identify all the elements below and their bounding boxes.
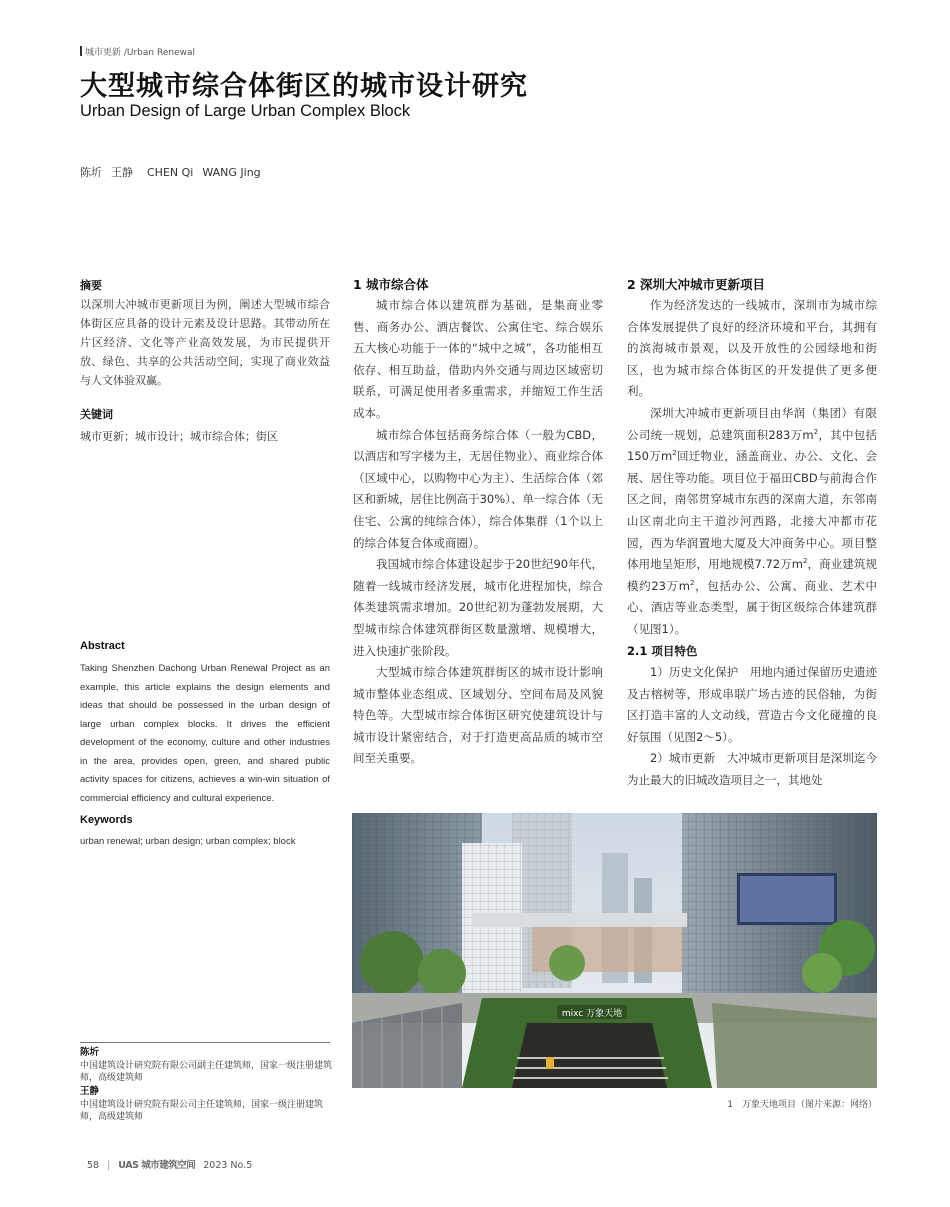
superscript: 2	[690, 578, 695, 587]
keywords-en-text: urban renewal; urban design; urban complex; block	[80, 836, 296, 847]
figure-1-caption: 1 万象天地项目（图片来源：网络）	[727, 1100, 877, 1110]
author-cn-2: 王静	[111, 166, 133, 179]
text-run: 深圳大冲城市更新项目由华润（集团）有限公司统一规划，总建筑面积283万m	[627, 405, 877, 442]
section-1-paragraph: 大型城市综合体建筑群街区的城市设计影响城市整体业态组成、区域划分、空间布局及风貌特色等。大型城市综合体街区研究使建筑设计与城市设计紧密结合，对于打造更高品质的城市空间至关重要。	[353, 665, 603, 766]
section-2-paragraph	[627, 403, 877, 641]
page-footer	[87, 1157, 252, 1171]
superscript: 2	[802, 557, 808, 566]
abstract-cn-text: 以深圳大冲城市更新项目为例，阐述大型城市综合体街区应具备的设计元素及设计思路。其带动所在片区经济、文化等产业高效发展，为市民提供开放、绿色、共享的公共活动空间，实现了商业效益与人文体验双赢。	[80, 298, 330, 387]
article-title-cn: 大型城市综合体街区的城市设计研究	[80, 71, 528, 102]
authors	[80, 164, 270, 180]
bio-divider	[80, 1042, 330, 1043]
section-2-paragraph: 1）历史文化保护 用地内通过保留历史遗迹及古榕树等，形成串联广场古迹的民俗轴，为街区打造丰富的人文动线，营造古今文化碰撞的良好氛围（见图2～5）。	[627, 665, 877, 744]
subsection-heading: 2.1 项目特色	[627, 643, 698, 658]
text-run: 回迁物业，涵盖商业、办公、文化、会展、居住等功能。项目位于福田CBD与前海合作区之间，南邻贯穿城市东西的深南大道，东邻南山区南北向主干道沙河西路，北接大冲都市花园，西为华润置地大厦及大冲商务中心。项目整体用地呈矩形，用地规模7.72万m	[627, 449, 877, 572]
section-1-paragraph: 我国城市综合体建设起步于20世纪90年代，随着一线城市经济发展，城市化进程加快，综合体类建筑需求增加。20世纪初为蓬勃发展期，大型城市综合体建筑群街区数量激增、规模增大，进入快速扩张阶段。	[353, 557, 603, 658]
section-tag	[80, 45, 195, 58]
footer-separator: |	[107, 1160, 111, 1171]
figure-1-photo	[352, 813, 877, 1088]
journal-logo: UAS 城市建筑空间	[118, 1160, 196, 1171]
superscript: 2	[672, 449, 677, 458]
bio-desc: 中国建筑设计研究院有限公司主任建筑师，国家一级注册建筑师，高级建筑师	[80, 1099, 324, 1122]
author-en-2: WANG Jing	[202, 166, 261, 179]
section-2-paragraph: 作为经济发达的一线城市，深圳市为城市综合体发展提供了良好的经济环境和平台，其拥有的滨海城市景观，以及开放性的公园绿地和街区，也为城市综合体街区的开发提供了更多便利。	[627, 298, 877, 399]
bio-name: 陈圻	[80, 1047, 100, 1058]
keywords-en-heading: Keywords	[80, 814, 133, 826]
bio-name: 王静	[80, 1086, 100, 1097]
mall-sign-text: mixc 万象天地	[561, 1009, 623, 1019]
keywords-cn-heading: 关键词	[80, 408, 113, 421]
issue-number: 2023 No.5	[203, 1160, 253, 1171]
page-number: 58	[87, 1160, 100, 1171]
bio-desc: 中国建筑设计研究院有限公司副主任建筑师，国家一级注册建筑师，高级建筑师	[80, 1060, 333, 1083]
section-2	[627, 275, 877, 792]
urban-complex-illustration	[352, 813, 877, 1088]
section-tag-text: 城市更新 /Urban Renewal	[85, 48, 195, 58]
keywords-cn-text: 城市更新；城市设计；城市综合体；街区	[80, 430, 278, 443]
section-1	[353, 275, 603, 770]
author-bio-1	[80, 1047, 332, 1085]
article-title-en: Urban Design of Large Urban Complex Block	[80, 102, 411, 120]
text-run: ，商业建筑规模约23万m	[627, 557, 877, 593]
section-2-heading: 2 深圳大冲城市更新项目	[627, 277, 766, 292]
author-bio-2	[80, 1086, 332, 1124]
author-cn-1: 陈圻	[80, 166, 102, 179]
superscript: 2	[813, 427, 819, 436]
author-en-1: CHEN Qi	[147, 166, 194, 179]
section-2-paragraph: 2）城市更新 大冲城市更新项目是深圳迄今为止最大的旧城改造项目之一，其地处	[627, 751, 877, 788]
section-1-paragraph: 城市综合体以建筑群为基础，是集商业零售、商务办公、酒店餐饮、公寓住宅、综合娱乐五大核心功能于一体的“城中之城”，各功能相互依存、相互助益，借助内外交通与周边区域密切联系，可满足使用者多重需求，并缩短工作生活成本。	[353, 298, 603, 420]
abstract-cn-heading: 摘要	[80, 279, 102, 292]
abstract-en-heading: Abstract	[80, 640, 125, 652]
text-run: ，其中包括150万m	[627, 427, 878, 464]
section-1-heading: 1 城市综合体	[353, 277, 429, 292]
abstract-en-text: Taking Shenzhen Dachong Urban Renewal Project as an example, this article explains the design elements and ideas that should be possessed in the urban design of large urban complex blocks. It drives the efficient development of the economy, culture and other industries in the area, provides open, green, and shared public activity spaces for citizens, achieves a win-win situation of commercial efficiency and cultural experience.	[80, 663, 330, 804]
section-1-paragraph: 城市综合体包括商务综合体（一般为CBD，以酒店和写字楼为主，无居住物业）、商业综合体（区域中心，以购物中心为主）、生活综合体（郊区和新城，居住比例高于30%）、单一综合体（无住宅、公寓的纯综合体），综合体集群（1个以上的综合体复合体或商圈）。	[353, 427, 603, 550]
text-run: ，包括办公、公寓、商业、艺术中心、酒店等业态类型，属于街区级综合体建筑群（见图1）。	[627, 578, 877, 636]
